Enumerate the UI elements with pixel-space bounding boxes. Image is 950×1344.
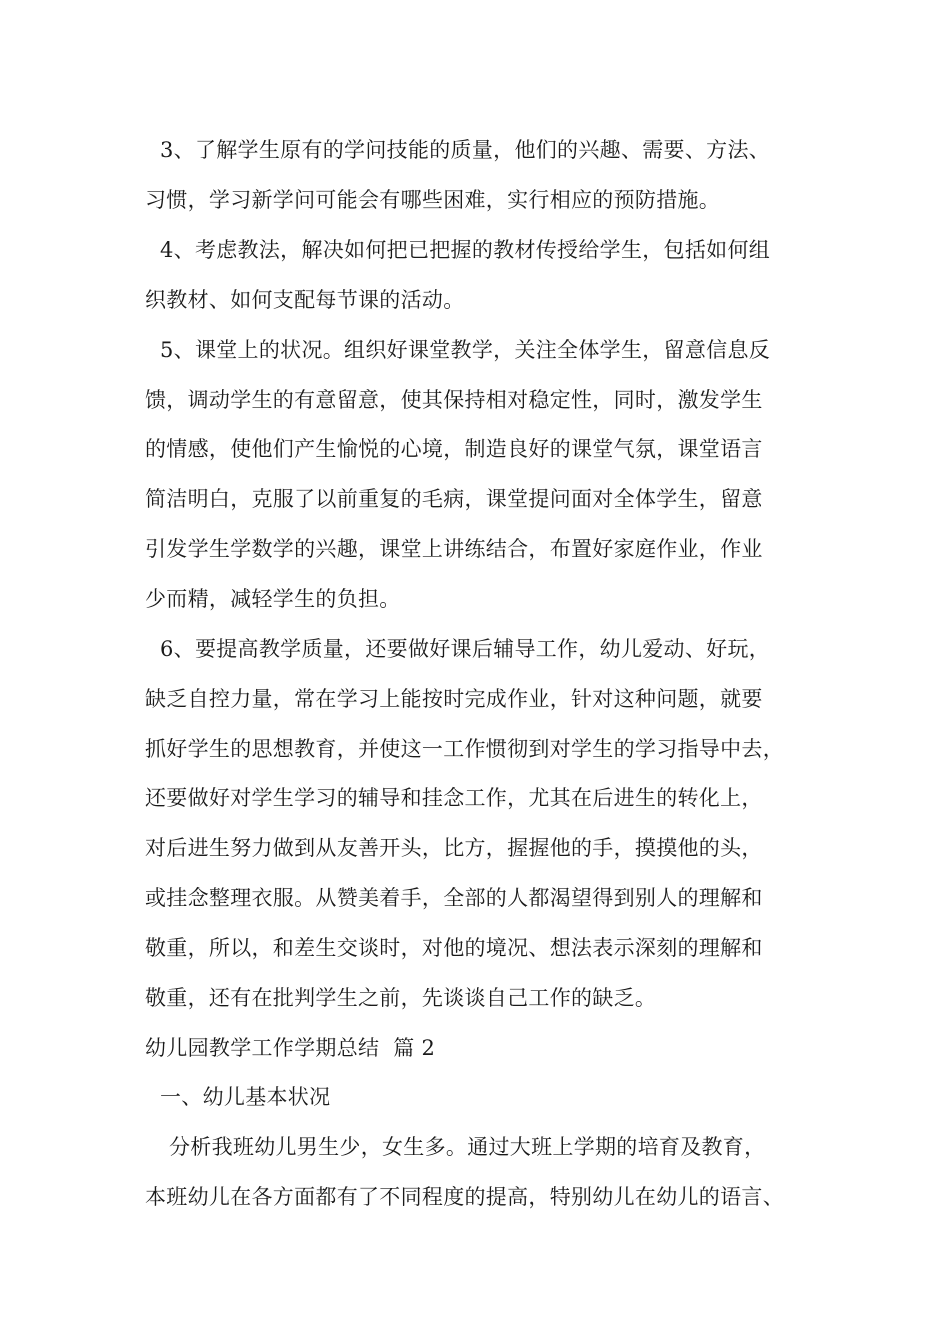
paragraph-6-line-4: 还要做好对学生学习的辅导和挂念工作，尤其在后进生的转化上， (145, 786, 763, 810)
paragraph-5-line-5: 引发学生学数学的兴趣，课堂上讲练结合，布置好家庭作业，作业 (145, 537, 763, 561)
paragraph-5-line-3: 的情感，使他们产生愉悦的心境，制造良好的课堂气氛，课堂语言 (145, 437, 763, 461)
paragraph-6-line-3: 抓好学生的思想教育，并使这一工作惯彻到对学生的学习指导中去， (145, 737, 784, 761)
intro-paragraph-line-1: 分析我班幼儿男生少，女生多。通过大班上学期的培育及教育， (169, 1135, 766, 1159)
paragraph-6-line-6: 或挂念整理衣服。从赞美着手，全部的人都渴望得到别人的理解和 (145, 886, 763, 910)
paragraph-6-line-8: 敬重，还有在批判学生之前，先谈谈自己工作的缺乏。 (145, 986, 657, 1010)
paragraph-3-line-1: 3、了解学生原有的学问技能的质量，他们的兴趣、需要、方法、 (160, 138, 771, 162)
paragraph-3-line-2: 习惯，学习新学问可能会有哪些困难，实行相应的预防措施。 (145, 188, 721, 212)
paragraph-4-line-1: 4、考虑教法，解决如何把已把握的教材传授给学生，包括如何组 (160, 238, 771, 262)
paragraph-5-line-1: 5、课堂上的状况。组织好课堂教学，关注全体学生，留意信息反 (160, 338, 771, 362)
paragraph-6-line-1: 6、要提高教学质量，还要做好课后辅导工作，幼儿爱动、好玩， (160, 637, 771, 661)
subsection-title: 一、幼儿基本状况 (160, 1085, 331, 1109)
paragraph-5-line-2: 馈，调动学生的有意留意，使其保持相对稳定性，同时，激发学生 (145, 388, 763, 412)
paragraph-5-line-6: 少而精，减轻学生的负担。 (145, 587, 401, 611)
paragraph-6-line-5: 对后进生努力做到从友善开头，比方，握握他的手，摸摸他的头， (145, 836, 763, 860)
intro-paragraph-line-2: 本班幼儿在各方面都有了不同程度的提高，特别幼儿在幼儿的语言、 (145, 1185, 784, 1209)
paragraph-5-line-4: 简洁明白，克服了以前重复的毛病，课堂提问面对全体学生，留意 (145, 487, 763, 511)
paragraph-6-line-7: 敬重，所以，和差生交谈时，对他的境况、想法表示深刻的理解和 (145, 936, 763, 960)
paragraph-6-line-2: 缺乏自控力量，常在学习上能按时完成作业，针对这种问题，就要 (145, 687, 763, 711)
section-title: 幼儿园教学工作学期总结 篇 2 (145, 1036, 436, 1060)
paragraph-4-line-2: 织教材、如何支配每节课的活动。 (145, 288, 465, 312)
